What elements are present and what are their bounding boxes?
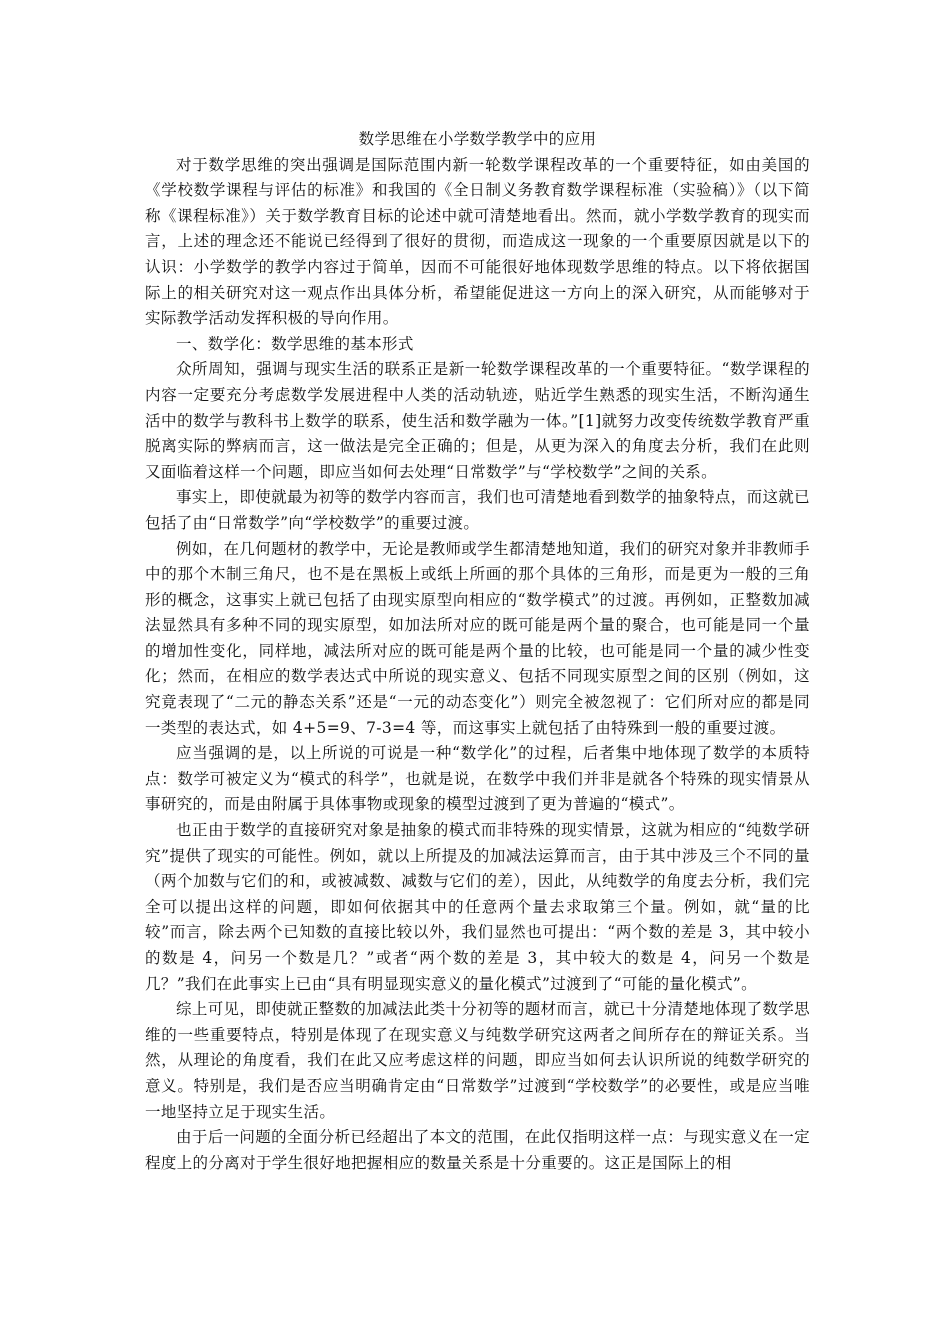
paragraph: 应当强调的是，以上所说的可说是一种“数学化”的过程，后者集中地体现了数学的本质特点：数学可被定义为“模式的科学”，也就是说，在数学中我们并非是就各个特殊的现实情景从事研究的，而是由附属于具体事物或现象的模型过渡到了更为普遍的“模式”。 bbox=[145, 744, 810, 814]
paragraph: 众所周知，强调与现实生活的联系正是新一轮数学课程改革的一个重要特征。“数学课程的内容一定要充分考虑数学发展进程中人类的活动轨迹，贴近学生熟悉的现实生活，不断沟通生活中的数学与教科书上数学的联系，使生活和数学融为一体。”[1]就努力改变传统数学教育严重脱离实际的弊病而言，这一做法是完全正确的；但是，从更为深入的角度去分析，我们在此则又面临着这样一个问题，即应当如何去处理“日常数学”与“学校数学”之间的关系。 bbox=[145, 360, 810, 481]
document-page bbox=[145, 127, 810, 1176]
paragraph: 事实上，即使就最为初等的数学内容而言，我们也可清楚地看到数学的抽象特点，而这就已包括了由“日常数学”向“学校数学”的重要过渡。 bbox=[145, 488, 811, 532]
document-title: 数学思维在小学数学教学中的应用 bbox=[358, 130, 597, 148]
section-heading-1: 一、数学化：数学思维的基本形式 bbox=[176, 334, 414, 353]
paragraph-intro: 对于数学思维的突出强调是国际范围内新一轮数学课程改革的一个重要特征，如由美国的《学校数学课程与评估的标准》和我国的《全日制义务教育数学课程标准（实验稿）》（以下简称《课程标准》）关于数学教育目标的论述中就可清楚地看出。然而，就小学数学教育的现实而言，上述的理念还不能说已经得到了很好的贯彻，而造成这一现象的一个重要原因就是以下的认识：小学数学的教学内容过于简单，因而不可能很好地体现数学思维的特点。以下将依据国际上的相关研究对这一观点作出具体分析，希望能促进这一方向上的深入研究，从而能够对于实际教学活动发挥积极的导向作用。 bbox=[145, 155, 810, 328]
paragraph: 由于后一问题的全面分析已经超出了本文的范围，在此仅指明这样一点：与现实意义在一定程度上的分离对于学生很好地把握相应的数量关系是十分重要的。这正是国际上的相 bbox=[145, 1128, 811, 1172]
paragraph: 综上可见，即使就正整数的加减法此类十分初等的题材而言，就已十分清楚地体现了数学思维的一些重要特点，特别是体现了在现实意义与纯数学研究这两者之间所存在的辩证关系。当然，从理论的角度看，我们在此又应考虑这样的问题，即应当如何去认识所说的纯数学研究的意义。特别是，我们是否应当明确肯定由“日常数学”过渡到“学校数学”的必要性，或是应当唯一地坚持立足于现实生活。 bbox=[145, 1000, 811, 1121]
paragraph: 例如，在几何题材的教学中，无论是教师或学生都清楚地知道，我们的研究对象并非教师手中的那个木制三角尺，也不是在黑板上或纸上所画的那个具体的三角形，而是更为一般的三角形的概念，这事实上就已包括了由现实原型向相应的“数学模式”的过渡。再例如，正整数加减法显然具有多种不同的现实原型，如加法所对应的既可能是两个量的聚合，也可能是同一个量的增加性变化，同样地，减法所对应的既可能是两个量的比较，也可能是同一个量的减少性变化；然而，在相应的数学表达式中所说的现实意义、包括不同现实原型之间的区别（例如，这究竟表现了“二元的静态关系”还是“一元的动态变化”）则完全被忽视了：它们所对应的都是同一类型的表达式，如 4+5=9、7-3=4 等，而这事实上就包括了由特殊到一般的重要过渡。 bbox=[145, 539, 811, 737]
paragraph: 也正由于数学的直接研究对象是抽象的模式而非特殊的现实情景，这就为相应的“纯数学研究”提供了现实的可能性。例如，就以上所提及的加减法运算而言，由于其中涉及三个不同的量（两个加数与它们的和，或被减数、减数与它们的差），因此，从纯数学的角度去分析，我们完全可以提出这样的问题，即如何依据其中的任意两个量去求取第三个量。例如，就“量的比较”而言，除去两个已知数的直接比较以外，我们显然也可提出：“两个数的差是 3，其中较小的数是 4，问另一个数是几？”或者“两个数的差是 3，其中较大的数是 4，问另一个数是几？”我们在此事实上已由“具有明显现实意义的量化模式”过渡到了“可能的量化模式”。 bbox=[145, 821, 810, 993]
